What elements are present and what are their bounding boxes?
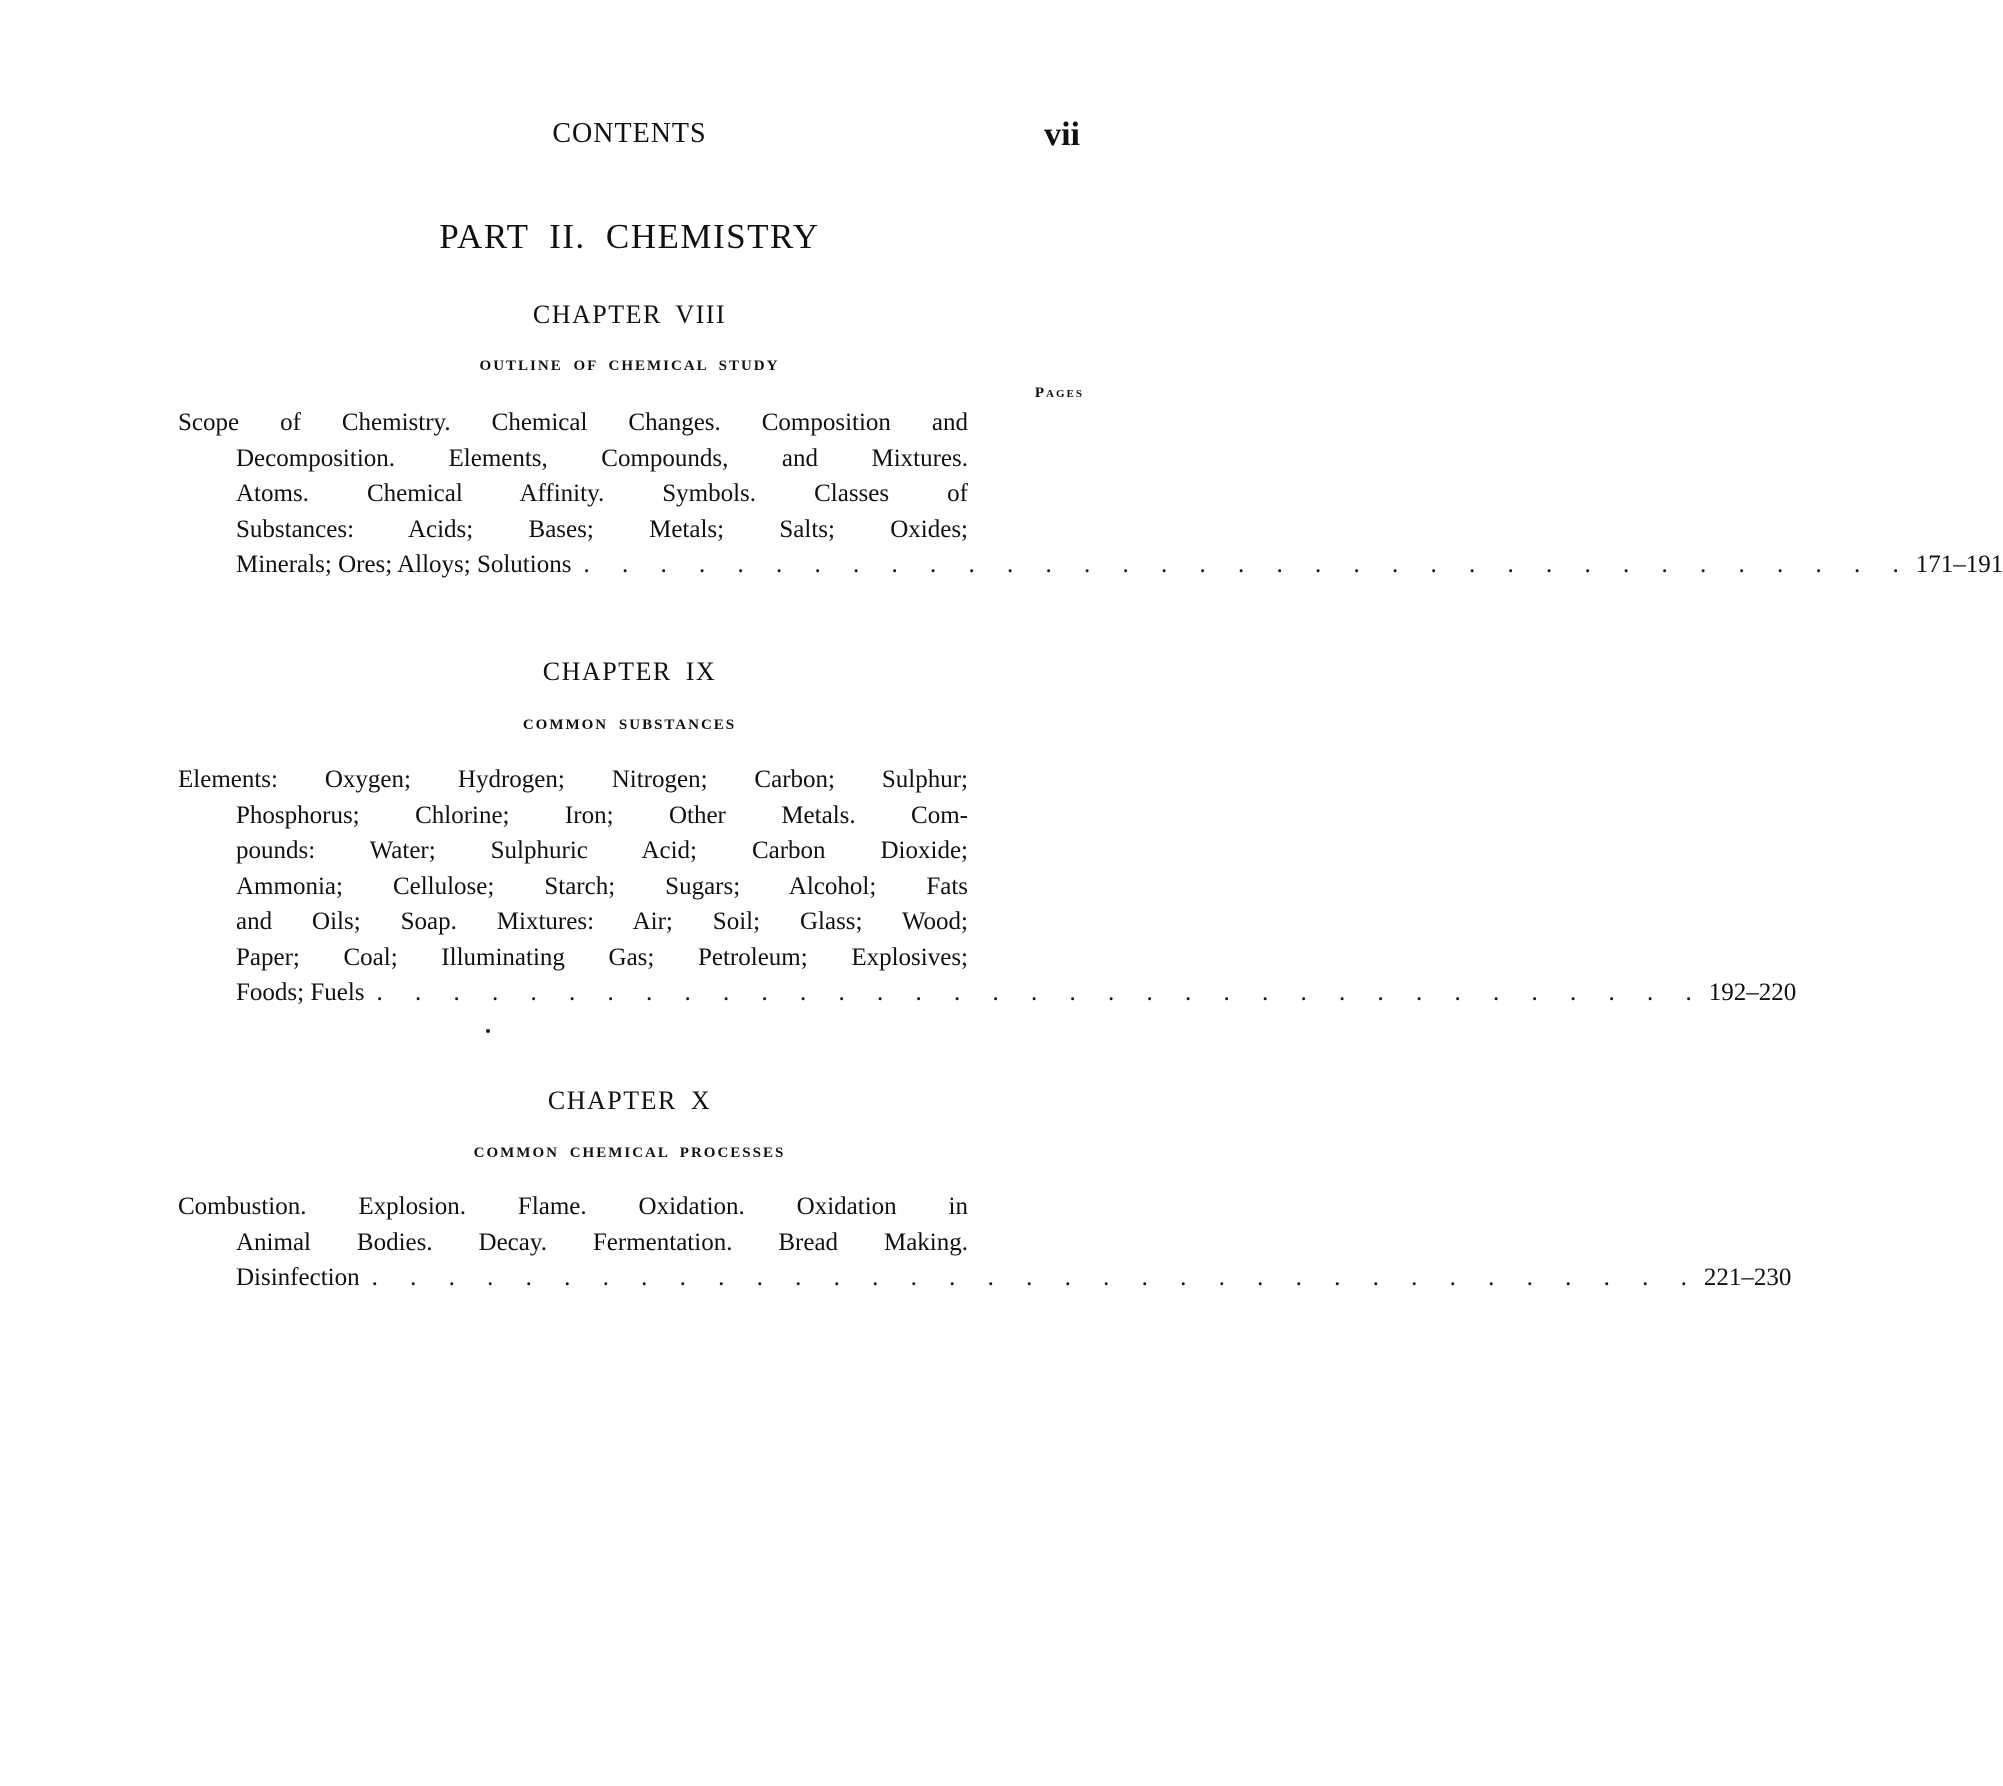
entry-line: Paper; Coal; Illuminating Gas; Petroleum; Explosives; — [236, 943, 968, 971]
chapter-heading: CHAPTER X — [547, 1086, 712, 1115]
entry-line: Foods; Fuels — [236, 979, 365, 1006]
pages-column-label: Pages — [1034, 385, 1084, 401]
chapter-subtitle: OUTLINE OF CHEMICAL STUDY — [479, 358, 780, 374]
dot-leader: . . . . . . . . . . . . . . . . . . . . . . . . . . . . . . . . . . . — [376, 979, 1705, 1006]
entry-line: Disinfection — [236, 1264, 360, 1291]
toc-entry-chapter-ix — [178, 762, 1797, 1011]
chapter-subtitle: COMMON CHEMICAL PROCESSES — [473, 1145, 786, 1161]
entry-line: and Oils; Soap. Mixtures: Air; Soil; Glass; Wood; — [236, 908, 968, 935]
dot-leader: . . . . . . . . . . . . . . . . . . . . . . . . . . . . . . . . . . . — [583, 551, 1912, 578]
entry-line: Decomposition. Elements, Compounds, and Mixtures. — [236, 444, 968, 472]
entry-line: Ammonia; Cellulose; Starch; Sugars; Alcohol; Fats — [236, 872, 968, 900]
stray-ink-mark — [486, 1029, 490, 1033]
entry-last-line — [236, 547, 2003, 583]
chapter-heading: CHAPTER IX — [542, 657, 717, 686]
chapter-heading: CHAPTER VIII — [532, 300, 727, 329]
entry-line: Animal Bodies. Decay. Fermentation. Bread Making. — [236, 1228, 968, 1256]
chapter-subtitle: COMMON SUBSTANCES — [522, 717, 737, 733]
page-number: vii — [1044, 116, 1080, 153]
dot-leader: . . . . . . . . . . . . . . . . . . . . . . . . . . . . . . . . . . . — [371, 1264, 1700, 1291]
entry-last-line — [236, 1260, 1792, 1296]
part-title: PART II. CHEMISTRY — [439, 217, 820, 256]
entry-line: Phosphorus; Chlorine; Iron; Other Metals. Com- — [236, 801, 968, 829]
entry-line: Scope of Chemistry. Chemical Changes. Composition and — [178, 409, 968, 436]
entry-line: Atoms. Chemical Affinity. Symbols. Classes of — [236, 480, 968, 507]
page-range: 221–230 — [1703, 1264, 1792, 1291]
toc-entry-chapter-x — [178, 1189, 1792, 1296]
running-title: CONTENTS — [552, 118, 707, 149]
entry-line: pounds: Water; Sulphuric Acid; Carbon Dioxide; — [236, 837, 968, 864]
entry-line: Substances: Acids; Bases; Metals; Salts; Oxides; — [236, 515, 968, 543]
entry-line: Combustion. Explosion. Flame. Oxidation. Oxidation in — [178, 1193, 968, 1220]
entry-last-line — [236, 975, 1797, 1011]
entry-line: Minerals; Ores; Alloys; Solutions — [236, 551, 572, 578]
entry-line: Elements: Oxygen; Hydrogen; Nitrogen; Carbon; Sulphur; — [178, 766, 968, 793]
page-range: 192–220 — [1708, 979, 1797, 1006]
page-range: 171–191 — [1915, 551, 2003, 578]
running-head — [0, 116, 1259, 156]
toc-entry-chapter-viii — [178, 405, 2003, 583]
